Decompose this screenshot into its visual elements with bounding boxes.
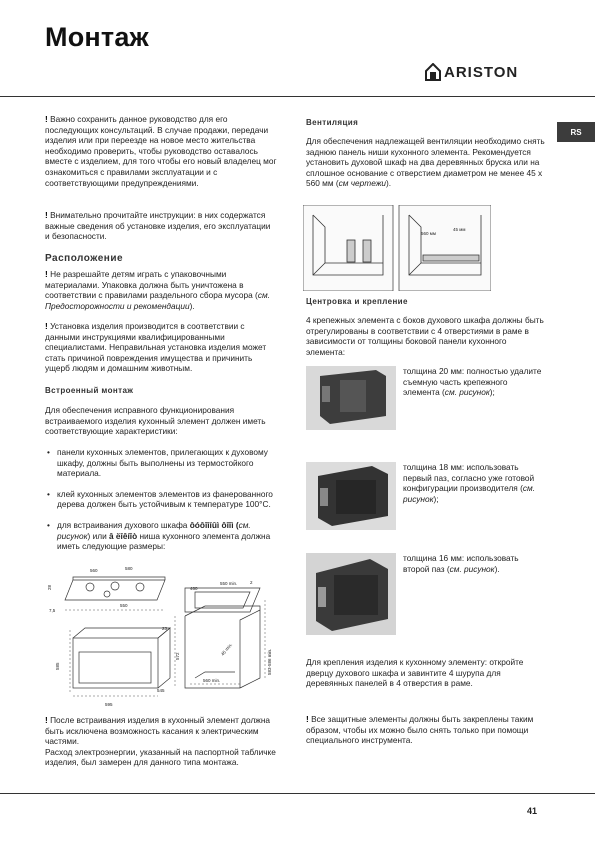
thickness-20mm-text: толщина 20 мм: полностью удалите съемную часть крепежного элемента (см. рисунок);	[403, 366, 542, 398]
placement-note-1: ! Не разрешайте детям играть с упаковочными материалами. Упаковка должна быть уничтожена в соответствии с правилами раздельного сбора мусора (см. Предосторожности и рекомендации).	[45, 269, 270, 311]
dim-label: 560 мм	[421, 231, 436, 236]
ventilation-diagram	[303, 205, 491, 291]
dim-label: 7,5	[49, 608, 56, 613]
dim-label: 560	[90, 568, 98, 573]
placement-heading: Расположение	[45, 253, 124, 264]
ventilation-heading: Вентиляция	[306, 118, 359, 127]
intro-warning-2: ! Внимательно прочитайте инструкции: в них содержатся важные сведения об установке изделия, его эксплуатации и безопасности.	[45, 210, 271, 242]
centering-text: 4 крепежных элемента с боков духового шкафа должны быть отрегулированы в соответствии с 4 отверстиями в раме в зависимости от толщины боковой панели кухонного элемента:	[306, 315, 544, 357]
bracket-16mm-illustration	[306, 553, 396, 635]
dim-label: 23	[162, 626, 168, 631]
language-tab[interactable]: RS	[557, 122, 595, 142]
dim-label: 545	[157, 688, 165, 693]
thickness-16mm-text: толщина 16 мм: использовать второй паз (см. рисунок).	[403, 553, 519, 574]
builtin-text: Для обеспечения исправного функционирования встраиваемого изделия кухонный элемент должен иметь соответствующие характеристики:	[45, 405, 266, 437]
fixing-text: Для крепления изделия к кухонному элементу: откройте дверцу духового шкафа и завинтите 4 шурупа для деревянных панелей в 4 отверстия в раме.	[306, 657, 524, 689]
centering-heading: Центровка и крепление	[306, 297, 408, 306]
page-number: 41	[527, 806, 538, 816]
thickness-18mm-text: толщина 18 мм: использовать первый паз, согласно уже готовой конфигурации производителя (см. рисунок);	[403, 462, 536, 504]
dim-label: 560 min.	[203, 678, 221, 683]
warning-exclamation-icon: !	[306, 714, 309, 724]
bracket-16mm-image	[306, 553, 396, 635]
builtin-heading: Встроенный монтаж	[45, 386, 134, 395]
warning-exclamation-icon: !	[45, 269, 48, 279]
warning-exclamation-icon: !	[45, 321, 48, 331]
bracket-20mm-illustration	[306, 366, 396, 430]
ventilation-text: Для обеспечения надлежащей вентиляции необходимо снять заднюю панель ниши кухонного элемента. Рекомендуется установить духовой шкаф на два деревянных бруска или на сплошное основание с отверстием диаметром не менее 45 х 560 мм (см чертежи).	[306, 136, 545, 189]
dim-label: 580	[125, 566, 133, 571]
dim-label: 460	[190, 586, 198, 591]
warning-exclamation-icon: !	[45, 715, 48, 725]
placement-note-2: ! Установка изделия производится в соответствии с данными инструкциями квалифицированными специалистами. Неправильная установка изделия может стать причиной повреждения имущества и причинить ущерб людям и домашним животным.	[45, 321, 267, 374]
page-title: Монтаж	[45, 22, 149, 52]
ariston-logo-icon	[425, 63, 441, 81]
dim-label: 583-586 min.	[267, 648, 272, 675]
warning-exclamation-icon: !	[45, 114, 48, 124]
installation-dimensions-diagram	[45, 560, 285, 710]
dim-label: 595	[105, 702, 113, 707]
brand-name: ARISTON	[444, 63, 519, 81]
requirements-list	[45, 447, 277, 562]
dim-label: 550 min.	[220, 581, 238, 586]
dim-label: 45 мм	[453, 227, 466, 232]
footer-divider	[0, 793, 595, 794]
electrical-warning: ! После встраивания изделия в кухонный элемент должна быть исключена возможность касания к электрическим частями. Расход электроэнергии, указанный на паспортной табличке изделия, был замерен для данного типа монтажа.	[45, 715, 276, 768]
dim-label: 45 min.	[219, 642, 234, 657]
bracket-18mm-illustration	[306, 462, 396, 530]
list-item: • клей кухонных элементов элементов из фанерованного дерева должен быть устойчивым к температуре 100°С.	[45, 489, 277, 510]
dim-label: 28	[47, 584, 52, 590]
bracket-18mm-image	[306, 462, 396, 530]
dim-label: 585	[55, 662, 60, 670]
intro-warning-1: ! Важно сохранить данное руководство для его последующих консультаций. В случае продажи, передачи изделия или при переезде на новое место жительства необходимо проверить, чтобы руководство оставалось вместе с изделием, для того чтобы его новый владелец мог ознакомиться с правилами эксплуатации и с соответствующими предупреждениями.	[45, 114, 277, 188]
warning-exclamation-icon: !	[45, 210, 48, 220]
dim-label: 550	[120, 603, 128, 608]
header-divider	[0, 96, 595, 97]
dim-label: 2	[250, 580, 253, 585]
dim-label: 572	[175, 652, 180, 660]
list-item: • панели кухонных элементов, прилегающих к духовому шкафу, должны быть выполнены из термостойкого материала.	[45, 447, 277, 479]
list-item: • для встраивания духового шкафа ôóôîîíûì ôîîì (см. рисунок) или â ëîêíîò ниша кухонного элемента должна иметь следующие размеры:	[45, 520, 277, 552]
brand-logo	[425, 61, 541, 83]
protection-warning: ! Все защитные элементы должны быть закреплены таким образом, чтобы их можно было снять только при помощи специального инструмента.	[306, 714, 534, 746]
bracket-20mm-image	[306, 366, 396, 430]
